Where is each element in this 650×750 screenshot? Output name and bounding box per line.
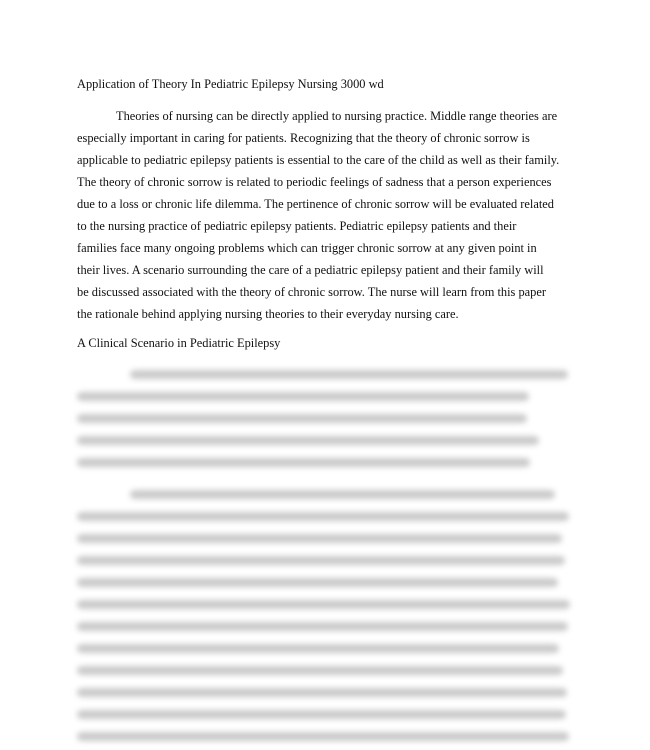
blurred-text-line [77, 534, 562, 543]
paragraph-line: The theory of chronic sorrow is related to periodic feelings of sadness that a person experiences [77, 175, 552, 189]
blurred-text-line [77, 578, 558, 587]
paragraph-line: due to a loss or chronic life dilemma. The pertinence of chronic sorrow will be evaluated related [77, 197, 554, 211]
paragraph-line: the rationale behind applying nursing theories to their everyday nursing care. [77, 307, 459, 321]
blurred-text-line [77, 512, 569, 521]
paragraph-line: to the nursing practice of pediatric epilepsy patients. Pediatric epilepsy patients and their [77, 219, 517, 233]
blurred-text-line [77, 622, 568, 631]
paragraph-line: be discussed associated with the theory of chronic sorrow. The nurse will learn from this paper [77, 285, 546, 299]
paragraph-line: their lives. A scenario surrounding the care of a pediatric epilepsy patient and their family will [77, 263, 544, 277]
paragraph-line: applicable to pediatric epilepsy patients is essential to the care of the child as well as their family. [77, 153, 560, 167]
blurred-text-line [77, 556, 565, 565]
paragraph-line: especially important in caring for patients. Recognizing that the theory of chronic sorrow is [77, 131, 530, 145]
blurred-text-line [130, 370, 568, 379]
blurred-text-line [77, 600, 570, 609]
blurred-text-line [77, 732, 569, 741]
blurred-text-line [130, 490, 555, 499]
blurred-text-line [77, 710, 566, 719]
blurred-text-line [77, 436, 539, 445]
section-heading: A Clinical Scenario in Pediatric Epilepsy [77, 336, 281, 350]
document-title: Application of Theory In Pediatric Epilepsy Nursing 3000 wd [77, 77, 384, 91]
blurred-text-line [77, 644, 559, 653]
blurred-text-line [77, 458, 530, 467]
blurred-text-line [77, 392, 529, 401]
paragraph-line: Theories of nursing can be directly applied to nursing practice. Middle range theories are [116, 109, 558, 123]
blurred-preview-area [0, 352, 650, 750]
paragraph-line: families face many ongoing problems which can trigger chronic sorrow at any given point in [77, 241, 537, 255]
blurred-text-line [77, 666, 563, 675]
blurred-text-line [77, 688, 567, 697]
blurred-text-line [77, 414, 527, 423]
